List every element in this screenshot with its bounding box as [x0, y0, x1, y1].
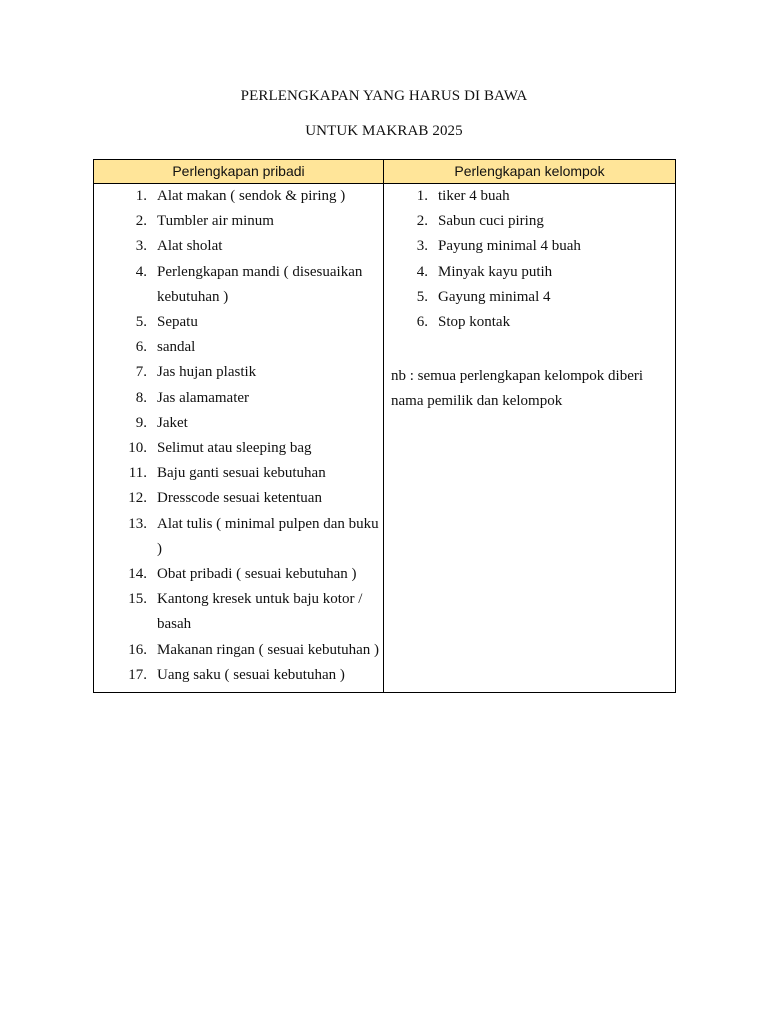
list-item-text: Gayung minimal 4: [438, 288, 551, 305]
list-item-number: 9.: [135, 414, 147, 431]
list-item-text: Makanan ringan ( sesuai kebutuhan ): [157, 641, 380, 658]
list-item-text: tiker 4 buah: [438, 188, 510, 204]
list-item-text: Tumbler air minum: [157, 213, 274, 230]
list-item-number: 14.: [128, 566, 147, 583]
personal-item: [110, 310, 379, 335]
list-item-text: Alat makan ( sendok & piring ): [157, 188, 346, 204]
list-item-text: Minyak kayu putih: [438, 263, 553, 280]
list-item-text: Uang saku ( sesuai kebutuhan ): [157, 666, 345, 683]
personal-item: [110, 461, 379, 486]
list-item-text: Selimut atau sleeping bag: [157, 440, 312, 457]
group-item: [400, 184, 675, 209]
header-personal-equipment: Perlengkapan pribadi: [94, 160, 384, 184]
list-item-number: 4.: [135, 263, 147, 280]
personal-item: [110, 260, 379, 310]
list-item-text: Dresscode sesuai ketentuan: [157, 490, 322, 507]
list-item-text: Alat sholat: [157, 238, 223, 255]
list-item-text: Sabun cuci piring: [438, 213, 544, 230]
list-item-number: 15.: [128, 591, 147, 608]
list-item-number: 6.: [135, 339, 147, 356]
list-item-number: 11.: [128, 465, 147, 482]
list-item-text: Jas hujan plastik: [157, 364, 257, 381]
list-item-number: 2.: [416, 213, 428, 230]
list-item-text: Perlengkapan mandi ( disesuaikan kebutuhan ): [157, 263, 363, 305]
personal-equipment-cell: [94, 184, 384, 693]
personal-item: [110, 335, 379, 360]
list-item-text: Jas alamamater: [157, 389, 250, 406]
group-item: [400, 209, 675, 234]
personal-item: [110, 436, 379, 461]
personal-item: [110, 234, 379, 259]
group-equipment-list: [384, 184, 675, 339]
personal-item: [110, 386, 379, 411]
personal-item: [110, 512, 379, 562]
list-item-text: Obat pribadi ( sesuai kebutuhan ): [157, 566, 357, 583]
list-item-number: 13.: [128, 515, 147, 532]
list-item-number: 5.: [135, 314, 147, 331]
list-item-number: 3.: [135, 238, 147, 255]
personal-item: [110, 360, 379, 385]
group-item: [400, 310, 675, 335]
group-item: [400, 260, 675, 285]
personal-item: [110, 638, 379, 663]
list-item-number: 1.: [135, 188, 147, 204]
list-item-text: Baju ganti sesuai kebutuhan: [157, 465, 326, 482]
personal-item: [110, 209, 379, 234]
personal-item: [110, 184, 379, 209]
list-item-number: 3.: [416, 238, 428, 255]
list-item-number: 17.: [128, 666, 147, 683]
list-item-number: 12.: [128, 490, 147, 507]
group-item: [400, 285, 675, 310]
list-item-text: Alat tulis ( minimal pulpen dan buku ): [157, 515, 379, 557]
list-item-text: Kantong kresek untuk baju kotor / basah: [157, 591, 363, 633]
list-item-text: Stop kontak: [438, 314, 511, 331]
equipment-table: [93, 159, 676, 693]
header-group-equipment: Perlengkapan kelompok: [384, 160, 676, 184]
group-item: [400, 234, 675, 259]
list-item-number: 1.: [416, 188, 428, 204]
personal-item: [110, 587, 379, 637]
list-item-text: sandal: [157, 339, 196, 356]
list-item-number: 16.: [128, 641, 147, 658]
document-subtitle: UNTUK MAKRAB 2025: [305, 123, 463, 139]
list-item-number: 6.: [416, 314, 428, 331]
list-item-text: Jaket: [157, 414, 188, 431]
list-item-number: 7.: [135, 364, 147, 381]
group-equipment-note: nb : semua perlengkapan kelompok diberi nama pemilik dan kelompok: [391, 368, 644, 410]
personal-equipment-list: [94, 184, 383, 692]
document-title: PERLENGKAPAN YANG HARUS DI BAWA: [240, 88, 528, 104]
personal-item: [110, 663, 379, 688]
list-item-number: 2.: [135, 213, 147, 230]
list-item-number: 8.: [135, 389, 147, 406]
list-item-number: 5.: [416, 288, 428, 305]
table-header-row: [94, 160, 676, 184]
list-item-text: Sepatu: [157, 314, 198, 331]
list-item-text: Payung minimal 4 buah: [438, 238, 581, 255]
personal-item: [110, 411, 379, 436]
group-equipment-cell: [384, 184, 676, 693]
list-item-number: 4.: [416, 263, 428, 280]
personal-item: [110, 562, 379, 587]
personal-item: [110, 486, 379, 511]
table-body-row: [94, 184, 676, 693]
list-item-number: 10.: [128, 440, 147, 457]
